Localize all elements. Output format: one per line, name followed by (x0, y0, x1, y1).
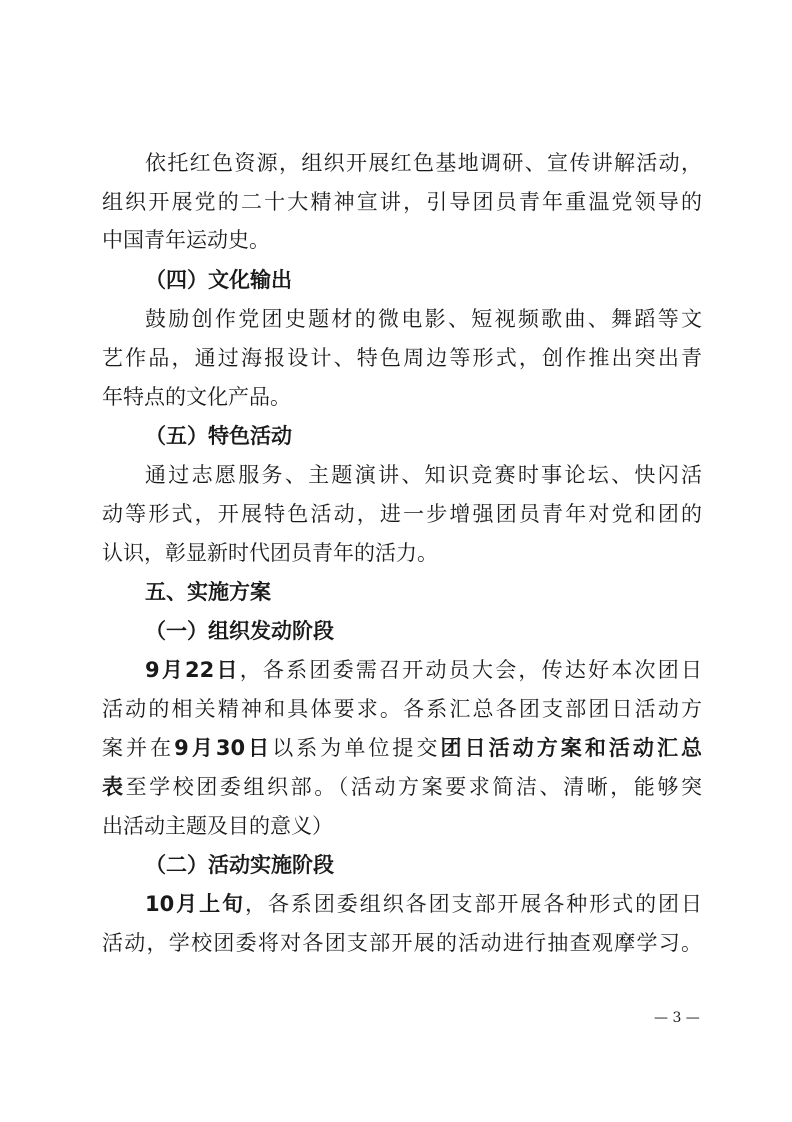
paragraph-line: 9月22日，各系团委需召开动员大会，传达好本次团日 (145, 658, 702, 682)
paragraph-line: 组织开展党的二十大精神宣讲，引导团员青年重温党领导的 (102, 190, 702, 214)
subheading-mobilization-stage: （一）组织发动阶段 (145, 619, 334, 643)
date-sep-22: 9月22日 (145, 658, 240, 682)
paragraph-line: 依托红色资源，组织开展红色基地调研、宣传讲解活动， (145, 151, 702, 175)
paragraph-line: 认识，彰显新时代团员青年的活力。 (102, 541, 438, 565)
subheading-implementation-stage: （二）活动实施阶段 (145, 853, 334, 877)
paragraph-line: 活动的相关精神和具体要求。各系汇总各团支部团日活动方 (102, 697, 702, 721)
page-number: — 3 — (654, 1010, 700, 1026)
subheading-special-activities: （五）特色活动 (145, 424, 292, 448)
paragraph-line: 案并在9月30日以系为单位提交团日活动方案和活动汇总 (102, 736, 703, 760)
date-early-october: 10月上旬 (145, 892, 246, 916)
paragraph-line: 鼓励创作党团史题材的微电影、短视频歌曲、舞蹈等文 (145, 307, 702, 331)
section-heading-implementation: 五、实施方案 (145, 580, 271, 604)
paragraph-line: 表至学校团委组织部。（活动方案要求简洁、清晰，能够突 (102, 775, 703, 799)
paragraph-line: 活动，学校团委将对各团支部开展的活动进行抽查观摩学习。 (102, 931, 702, 955)
paragraph-line: 年特点的文化产品。 (102, 385, 291, 409)
subheading-culture-output: （四）文化输出 (145, 268, 292, 292)
paragraph-line: 动等形式，开展特色活动，进一步增强团员青年对党和团的 (102, 502, 702, 526)
submission-items: 团日活动方案和活动汇总 (440, 736, 703, 760)
date-sep-30: 9月30日 (174, 736, 273, 760)
paragraph-line: 10月上旬，各系团委组织各团支部开展各种形式的团日 (145, 892, 702, 916)
paragraph-line: 艺作品，通过海报设计、特色周边等形式，创作推出突出青 (102, 346, 702, 370)
paragraph-line: 中国青年运动史。 (102, 228, 270, 252)
paragraph-line: 通过志愿服务、主题演讲、知识竞赛时事论坛、快闪活 (145, 463, 702, 487)
paragraph-line: 出活动主题及目的意义） (102, 814, 333, 838)
